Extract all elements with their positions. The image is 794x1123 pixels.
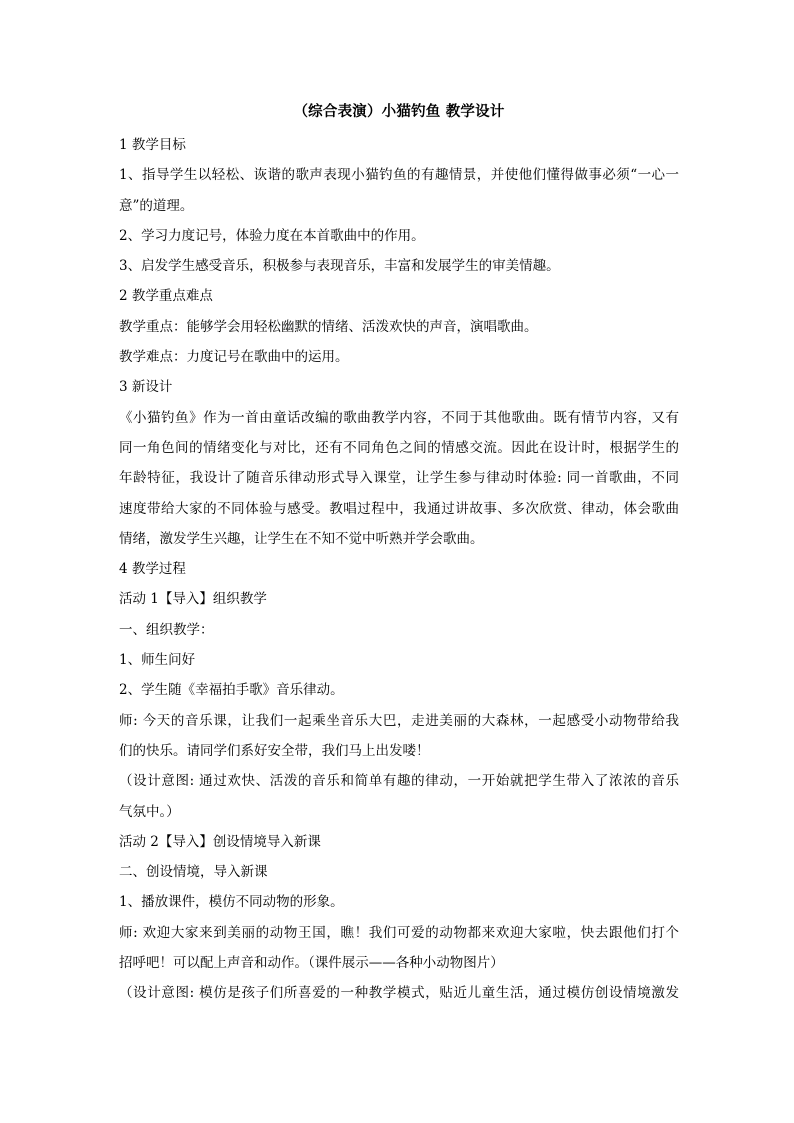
text-line: 2 教学重点难点 <box>119 288 213 305</box>
text-line: 1、播放课件，模仿不同动物的形象。 <box>119 894 344 911</box>
text-line: 一、组织教学： <box>119 621 214 638</box>
text-line: 意”的道理。 <box>119 197 194 214</box>
text-line: 1、指导学生以轻松、诙谐的歌声表现小猫钓鱼的有趣情景，并使他们懂得做事必须“一心一 <box>119 167 679 184</box>
text-line: 活动 2【导入】创设情境导入新课 <box>119 833 321 850</box>
text-line: 3 新设计 <box>119 379 173 396</box>
text-line: （设计意图: 模仿是孩子们所喜爱的一种教学模式，贴近儿童生活，通过模仿创设情境激发 <box>119 985 679 1002</box>
document-title: （综合表演）小猫钓鱼 教学设计 <box>293 103 505 120</box>
text-line: 年龄特征，我设计了随音乐律动形式导入课堂，让学生参与律动时体验: 同一首歌曲，不同 <box>119 470 679 487</box>
text-line: 教学难点：力度记号在歌曲中的运用。 <box>119 349 349 366</box>
text-line: 同一角色间的情绪变化与对比，还有不同角色之间的情感交流。因此在设计时，根据学生的 <box>119 439 679 456</box>
text-line: 二、创设情境，导入新课 <box>119 864 268 881</box>
text-line: 教学重点：能够学会用轻松幽默的情绪、活泼欢快的声音，演唱歌曲。 <box>119 318 538 335</box>
text-line: 1 教学目标 <box>119 137 186 153</box>
text-line: 活动 1【导入】组织教学 <box>119 591 267 608</box>
text-line: 速度带给大家的不同体验与感受。教唱过程中，我通过讲故事、多次欣赏、律动，体会歌曲 <box>119 500 679 517</box>
text-line: 2、学习力度记号，体验力度在本首歌曲中的作用。 <box>119 227 425 244</box>
document-text <box>119 130 679 1009</box>
text-line: 气氛中。） <box>119 803 180 820</box>
text-line: 师: 今天的音乐课，让我们一起乘坐音乐大巴，走进美丽的大森林，一起感受小动物带给我 <box>119 712 679 729</box>
text-line: （设计意图: 通过欢快、活泼的音乐和简单有趣的律动，一开始就把学生带入了浓浓的音乐 <box>119 773 679 790</box>
text-line: 情绪，激发学生兴趣，让学生在不知不觉中听熟并学会歌曲。 <box>119 530 484 547</box>
text-line: 们的快乐。请同学们系好安全带，我们马上出发喽！ <box>119 742 430 759</box>
text-line: 《小猫钓鱼》作为一首由童话改编的歌曲教学内容，不同于其他歌曲。既有情节内容，又有 <box>119 409 679 426</box>
text-line: 招呼吧！可以配上声音和动作。（课件展示——各种小动物图片） <box>119 955 504 972</box>
text-line: 师: 欢迎大家来到美丽的动物王国，瞧！我们可爱的动物都来欢迎大家啦，快去跟他们打个 <box>119 924 679 941</box>
document-body <box>119 100 679 1009</box>
text-line: 2、学生随《幸福拍手歌》音乐律动。 <box>119 682 344 699</box>
text-line: 1、师生问好 <box>119 652 196 669</box>
text-line: 3、启发学生感受音乐，积极参与表现音乐，丰富和发展学生的审美情趣。 <box>119 258 560 275</box>
text-line: 4 教学过程 <box>119 561 186 578</box>
